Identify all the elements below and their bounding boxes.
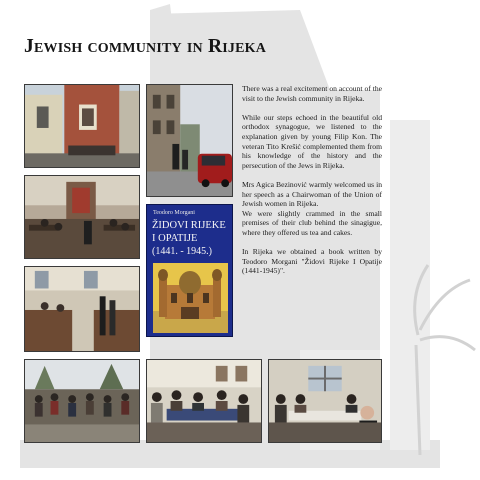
photo-visitors-in-synagogue: [24, 266, 140, 352]
photo-group-outdoors: [24, 359, 140, 443]
article-paragraph-1: There was a real excitement on account of the visit to the Jewish community in Rijeka.: [242, 84, 382, 103]
article-paragraph-3: Mrs Agica Bezinović warmly welcomed us in her speech as a Chairwoman of the Union of Jewish women in Rijeka. We were slightly crammed in the small premises of their club behind the sinagigue, where they offered us tea and cakes.: [242, 179, 382, 237]
photo-club-gathering: [146, 359, 262, 443]
photo-street: [146, 84, 233, 197]
article-text: [242, 84, 382, 285]
book-title-line-2: I OPATIJE: [152, 232, 198, 244]
article-paragraph-4: In Rijeka we obtained a book written by Teodoro Morgani "Židovi Rijeke I Opatije (1441-1945)".: [242, 247, 382, 276]
book-cover-synagogue-illustration: [153, 263, 228, 333]
page-title: Jewish community in Rijeka: [24, 36, 267, 57]
photo-synagogue-exterior: [24, 84, 140, 168]
book-title-line-1: ŽIDOVI RIJEKE: [152, 220, 226, 231]
photo-synagogue-interior: [24, 175, 140, 259]
book-author: Teodoro Morgani: [153, 210, 195, 216]
article-paragraph-2: While our steps echoed in the beautiful old orthodox synagogue, we listened to the explanation given by young Filip Kon. The veteran Tito Krešić complemented them from his knowledge of the history and the persecution of the Jews in Rijeka.: [242, 112, 382, 170]
book-cover: [146, 204, 233, 337]
photo-tea-reception: [268, 359, 382, 443]
book-title: [152, 220, 232, 245]
book-years: (1441. - 1945.): [152, 246, 212, 257]
